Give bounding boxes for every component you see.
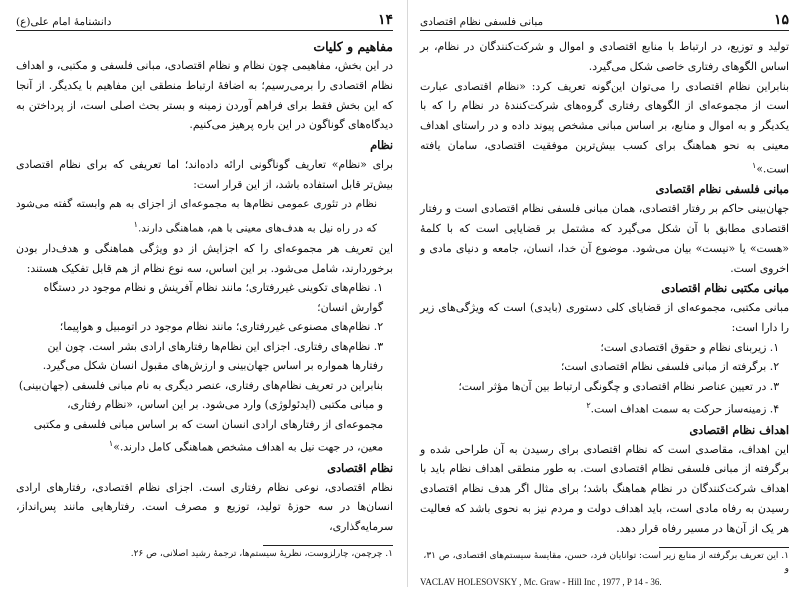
list-item: ۴. زمینه‌ساز حرکت به سمت اهداف است.$^۲$ [586, 401, 779, 417]
list-item: ۱. نظام‌های تکوینی غیررفتاری؛ مانند نظام آفرینش و نظام موجود در دستگاه گوارش انسان؛ [43, 281, 383, 314]
doctrinal-features-list [420, 338, 789, 420]
footnote: ۱. این تعریف برگرفته از منابع زیر است: توانایان فرد، حسن، مقایسهٔ سیستم‌های اقتصادی، ص ۳۱، و [423, 550, 789, 574]
footnote-divider [263, 545, 393, 546]
heading-system: نظام [370, 138, 393, 153]
system-definition: برای «نظام» تعاریف گوناگونی ارائه داده‌اند؛ اما تعریفی که برای نظام اقتصادی بیش‌تر قابل استفاده باشد، از این قرار است: [16, 158, 393, 191]
goals-definition: این اهداف، مقاصدی است که نظام اقتصادی برای رسیدن به آن طراحی شده و برگرفته از مبانی فلسفی نظام اقتصادی است. به طور منطقی اهداف نظام باید با اهداف شرکت‌کنندگان در نظام هماهنگ باشد؛ برای مثال اگر هدف نظام اقتصادی رسیدن به رفاه مادی است، باید اهداف دولت و مردم نیز به نحوی باشد که فعالیت هر یک از آن‌ها در مسیر رفاه قرار دهد. [420, 442, 789, 535]
philosophical-basis-definition: جهان‌بینی حاکم بر رفتار اقتصادی، همان مبانی فلسفی نظام اقتصادی است و رفتار اقتصادی مطابق با آن شکل می‌گیرد که مشتمل بر قضایایی است که با کلمهٔ «هست» یا «نیست» بیان می‌شود. موضوع آن خدا، انسان، جامعه و دنیای مادی و اخروی است. [420, 202, 789, 275]
footnote-ref: ۱ [108, 439, 114, 449]
heading-economic-system: نظام اقتصادی [327, 460, 393, 475]
footnote-divider [659, 547, 789, 548]
intro-paragraph: در این بخش، مفاهیمی چون نظام و نظام اقتصادی، مبانی فلسفی و مکتبی، و اهداف نظام اقتصادی را برمی‌رسیم؛ به اضافهٔ ارتباط منطقی این مفاهیم با یکدیگر. از آنجا که این بخش فقط برای فراهم آوردن زمینه و بستر بحث اصلی است، از پرداختن به دیدگاه‌های گوناگون در این باره پرهیز می‌کنیم. [16, 59, 393, 132]
footnote-ref: ۲ [586, 401, 591, 411]
running-header [420, 10, 789, 31]
heading-goals: اهداف نظام اقتصادی [689, 422, 789, 437]
heading-doctrinal-basis: مبانی مکتبی نظام اقتصادی [661, 281, 789, 296]
system-types-intro: این تعریف هر مجموعه‌ای را که اجزایش از دو ویژگی هماهنگی و هدف‌دار بودن برخوردارند، شامل می‌شود. بر این اساس، سه نوع نظام از هم قابل تفکیک هستند: [16, 241, 393, 275]
running-title: دانشنامهٔ امام علی(ع) [16, 16, 112, 28]
footnote: ۱. چرچمن، چارلزوست، نظریهٔ سیستم‌ها، ترجمهٔ رشید اصلانی، ص ۲۶. [130, 548, 393, 559]
list-item: ۲. نظام‌های مصنوعی غیررفتاری؛ مانند نظام موجود در اتومبیل و هواپیما؛ [59, 320, 383, 334]
page-number: ۱۵ [773, 12, 789, 28]
system-types-list [16, 278, 393, 457]
right-page [408, 0, 805, 587]
footnote-ref: ۱ [133, 219, 138, 229]
economic-system-definition: نظام اقتصادی، نوعی نظام رفتاری است. اجزای نظام اقتصادی، رفتارهای ارادی انسان‌ها در سه حوزهٔ تولید، توزیع و مصرف است. رفتارهایی مانند پس‌انداز، سرمایه‌گذاری، [16, 480, 393, 534]
page-number: ۱۴ [377, 12, 393, 28]
list-item: ۳. نظام‌های رفتاری. اجزای این نظام‌ها رفتارهای ارادی بشر است. چون این رفتارها همواره بر اساس جهان‌بینی و ارزش‌های مقبول انسان شکل می‌گیرد. بنابراین در تعریف نظام‌های رفتاری، عنصر دیگری به نام مبانی فلسفی (جهان‌بینی) و مبانی مکتبی (ایدئولوژی) وارد می‌شود. بر این اساس، «نظام رفتاری، مجموعه‌ای از رفتارهای ارادی انسان است که بر اساس مبانی فلسفی و مکتبی معین، در جهت نیل به اهداف مشخص هماهنگی کامل دارند.»$^۱$ [18, 339, 383, 455]
running-title: مبانی فلسفی نظام اقتصادی [420, 16, 544, 28]
section-title: مفاهیم و کلیات [313, 39, 393, 54]
footnote-ref: ۱ [752, 160, 757, 170]
continuation-paragraph: تولید و توزیع، در ارتباط با منابع اقتصادی و اموال و شرکت‌کنندگان در نظام، بر اساس الگوهای رفتاری خاصی شکل می‌گیرد. [420, 40, 789, 73]
footnote-reference-latin: VACLAV HOLESOVSKY , Mc. Graw - Hill Inc , 1977 , P 14 - 36. [420, 576, 662, 587]
list-item: ۳. در تعیین عناصر نظام اقتصادی و چگونگی ارتباط بین آن‌ها مؤثر است؛ [458, 379, 779, 393]
list-item: ۱. زیربنای نظام و حقوق اقتصادی است؛ [600, 340, 779, 354]
list-item: ۲. برگرفته از مبانی فلسفی نظام اقتصادی است؛ [560, 360, 779, 374]
doctrinal-basis-definition: مبانی مکتبی، مجموعه‌ای از قضایای کلی دستوری (بایدی) است که ویژگی‌های زیر را دارا است: [420, 301, 789, 335]
heading-philosophical-basis: مبانی فلسفی نظام اقتصادی [655, 182, 789, 197]
system-quote: نظام در تئوری عمومی نظام‌ها به مجموعه‌ای از اجزای به هم وابسته گفته می‌شود که در راه نیل به هدف‌های معینی با هم، هماهنگی دارند.$^۱$ [16, 197, 377, 235]
running-header [16, 10, 393, 31]
economic-system-definition-2: بنابراین نظام اقتصادی را می‌توان این‌گونه تعریف کرد: «نظام اقتصادی عبارت است از مجموعه‌ای از الگوهای رفتاری گروه‌های شرکت‌کنندهٔ در نظام را که با یکدیگر و به اموال و منابع، بر اساس مبانی مشخص پیوند داده و در راستای اهداف معینی به نحو هماهنگ برای کسب بیش‌ترین موفقیت اقتصادی، سامان یافته است.»$^۱$ [420, 79, 789, 176]
